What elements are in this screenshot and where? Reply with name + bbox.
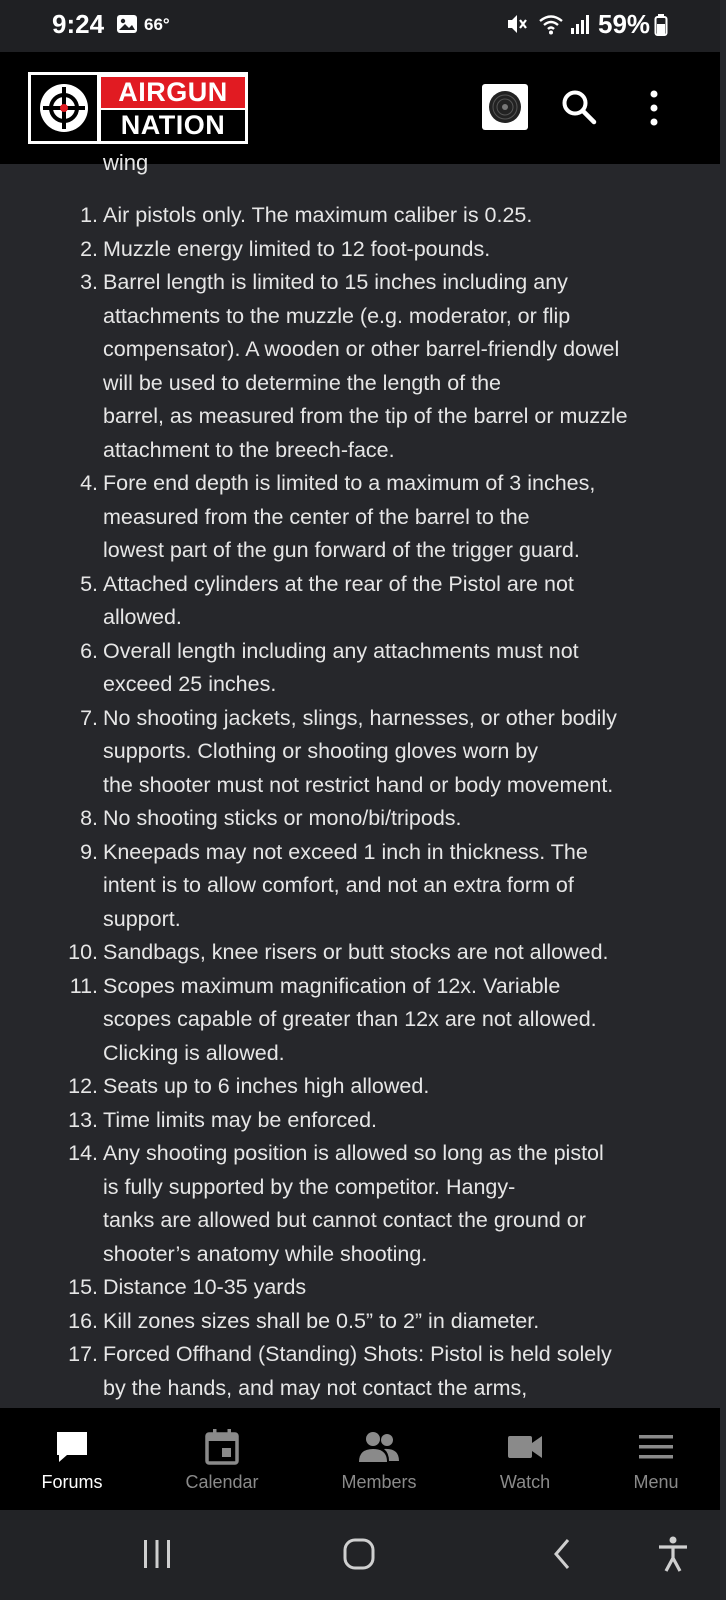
rule-text-line: Kneepads may not exceed 1 inch in thickness. The: [103, 839, 588, 864]
rule-text-line: attachment to the breech-face.: [103, 437, 395, 462]
rule-item: [0, 702, 720, 803]
rule-text-line: measured from the center of the barrel to the: [103, 504, 530, 529]
nav-label-menu: Menu: [633, 1472, 679, 1492]
rule-item: [0, 1070, 720, 1104]
rule-text-line: by the hands, and may not contact the arms,: [103, 1375, 528, 1400]
rule-text-line: exceed 25 inches.: [103, 672, 277, 696]
members-icon: [358, 1428, 400, 1466]
rule-text-line: attachments to the muzzle (e.g. moderator, or flip: [103, 303, 571, 328]
rule-number: 16.: [68, 1308, 98, 1333]
rule-number: 8.: [80, 806, 98, 830]
recent-apps-icon[interactable]: [140, 1534, 174, 1579]
rule-text-line: Time limits may be enforced.: [103, 1107, 378, 1132]
status-time: 9:24: [52, 9, 105, 39]
rule-text-line: intent is to allow comfort, and not an extra form of: [103, 873, 574, 897]
rule-text-line: shooter’s anatomy while shooting.: [103, 1241, 428, 1266]
rule-text-line: supports. Clothing or shooting gloves worn by: [103, 739, 539, 763]
rule-item: [0, 199, 720, 233]
back-icon[interactable]: [548, 1534, 578, 1579]
nav-forums[interactable]: [2, 1408, 142, 1510]
rule-text-line: lowest part of the gun forward of the trigger guard.: [103, 538, 580, 562]
rules-list: [0, 199, 720, 1405]
rule-text-line: No shooting sticks or mono/bi/tripods.: [103, 806, 462, 830]
rule-text-line: support.: [103, 906, 181, 931]
rule-number: 15.: [68, 1275, 98, 1299]
rule-text-line: is fully supported by the competitor. Hangy-: [103, 1174, 516, 1199]
bottom-navigation: [0, 1408, 720, 1510]
rule-text-line: scopes capable of greater than 12x are not allowed.: [103, 1007, 597, 1031]
chat-bubble-icon: [53, 1428, 91, 1466]
rule-item: [0, 1271, 720, 1305]
rule-number: 13.: [68, 1107, 98, 1132]
rule-item: [0, 467, 720, 568]
rule-text-line: Sandbags, knee risers or butt stocks are not allowed.: [103, 940, 609, 964]
hamburger-menu-icon: [637, 1428, 675, 1466]
rule-text-line: Clicking is allowed.: [103, 1040, 285, 1065]
rule-number: 10.: [68, 940, 98, 964]
image-notification-icon: [116, 14, 138, 34]
crosshair-logo-icon: [31, 75, 97, 141]
rule-number: 3.: [80, 270, 98, 294]
rule-text-line: allowed.: [103, 605, 182, 629]
nav-label-forums: Forums: [41, 1472, 103, 1492]
rule-text-line: Distance 10-35 yards: [103, 1275, 307, 1299]
rule-text-line: Attached cylinders at the rear of the Pistol are not: [103, 571, 574, 596]
logo-text-airgun: AIRGUN: [101, 77, 245, 108]
nav-label-watch: Watch: [499, 1472, 551, 1492]
status-temperature: 66°: [144, 15, 170, 34]
rule-number: 11.: [69, 973, 98, 998]
nav-label-calendar: Calendar: [185, 1472, 259, 1492]
rule-number: 7.: [80, 705, 98, 730]
rule-text-line: the shooter must not restrict hand or body movement.: [103, 772, 614, 797]
system-navigation-bar: [0, 1510, 720, 1600]
accessibility-icon[interactable]: [656, 1534, 690, 1579]
nav-label-members: Members: [341, 1472, 417, 1492]
rule-text-line: compensator). A wooden or other barrel-friendly dowel: [103, 337, 620, 361]
cell-signal-icon: [570, 12, 592, 36]
rule-number: 14.: [68, 1141, 98, 1165]
rule-item: [0, 936, 720, 970]
rule-text-line: Scopes maximum magnification of 12x. Variable: [103, 973, 561, 998]
app-header: [0, 52, 720, 164]
home-icon[interactable]: [340, 1534, 380, 1579]
rule-item: [0, 970, 720, 1071]
rule-text-line: Air pistols only. The maximum caliber is 0.25.: [103, 203, 533, 227]
nav-menu[interactable]: [586, 1408, 726, 1510]
rule-text-line: Seats up to 6 inches high allowed.: [103, 1074, 430, 1098]
rule-item: [0, 266, 720, 467]
rule-number: 17.: [68, 1342, 98, 1366]
calendar-icon: [204, 1428, 240, 1466]
rule-item: [0, 233, 720, 267]
rule-text-line: Forced Offhand (Standing) Shots: Pistol is held solely: [103, 1342, 612, 1366]
rule-number: 4.: [80, 471, 98, 495]
user-avatar[interactable]: [482, 84, 528, 130]
rule-item: [0, 802, 720, 836]
rule-number: 9.: [80, 839, 98, 864]
rule-item: [0, 1338, 720, 1405]
rule-text-line: tanks are allowed but cannot contact the ground or: [103, 1208, 586, 1232]
status-bar: [0, 0, 720, 52]
more-options-icon[interactable]: [644, 88, 664, 128]
rule-number: 12.: [68, 1074, 98, 1098]
rule-text-line: Barrel length is limited to 15 inches including any: [103, 270, 568, 294]
rule-number: 5.: [80, 571, 98, 596]
rule-text-line: Kill zones sizes shall be 0.5” to 2” in diameter.: [103, 1308, 540, 1333]
rule-number: 2.: [80, 236, 98, 261]
rule-number: 6.: [80, 638, 98, 663]
rule-item: [0, 1305, 720, 1339]
rule-text-line: barrel, as measured from the tip of the barrel or muzzle: [103, 404, 628, 428]
mute-icon: [506, 12, 528, 36]
rule-number: 1.: [80, 203, 98, 227]
rule-item: [0, 635, 720, 702]
rule-text-line: Fore end depth is limited to a maximum of 3 inches,: [103, 471, 596, 495]
rule-item: [0, 836, 720, 937]
battery-icon: [654, 13, 668, 37]
nav-calendar[interactable]: [152, 1408, 292, 1510]
rule-text-line: will be used to determine the length of the: [103, 370, 502, 395]
rule-text-line: No shooting jackets, slings, harnesses, or other bodily: [103, 705, 617, 730]
rule-item: [0, 568, 720, 635]
post-content: [0, 150, 720, 1408]
rule-text-line: Overall length including any attachments must not: [103, 638, 579, 663]
video-camera-icon: [506, 1428, 544, 1466]
airgun-nation-logo[interactable]: [28, 72, 248, 144]
rule-item: [0, 1104, 720, 1138]
wifi-icon: [538, 12, 564, 36]
battery-percentage: 59%: [598, 9, 651, 39]
rule-text-line: Any shooting position is allowed so long as the pistol: [103, 1141, 604, 1165]
rule-item: [0, 1137, 720, 1271]
nav-members[interactable]: [309, 1408, 449, 1510]
cut-off-text: wing: [103, 150, 149, 175]
nav-watch[interactable]: [455, 1408, 595, 1510]
search-icon[interactable]: [560, 88, 598, 126]
logo-text-nation: NATION: [101, 110, 245, 141]
rule-text-line: Muzzle energy limited to 12 foot-pounds.: [103, 236, 491, 261]
